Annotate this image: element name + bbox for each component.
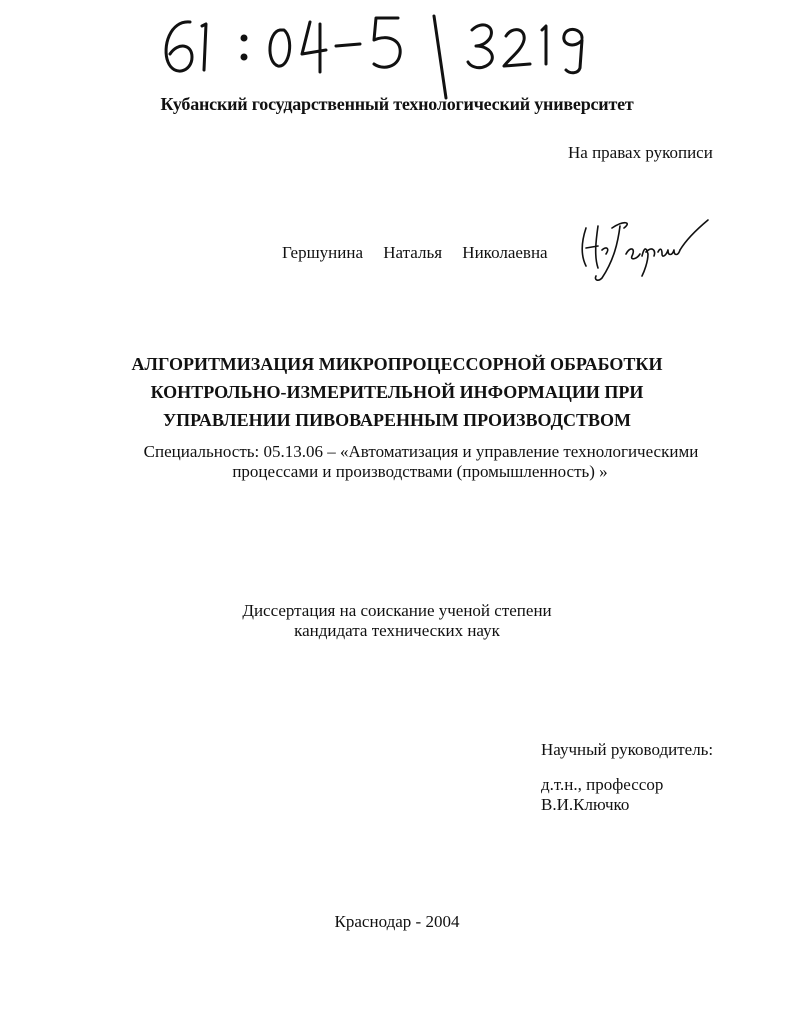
dissertation-line: Диссертация на соискание ученой степени	[242, 601, 552, 620]
title-line: АЛГОРИТМИЗАЦИЯ МИКРОПРОЦЕССОРНОЙ ОБРАБОТКИ	[131, 354, 663, 374]
author-surname: Гершунина	[282, 243, 364, 262]
specialty-line: Специальность: 05.13.06 – «Автоматизация и управление технологическими	[143, 442, 699, 461]
title-line: УПРАВЛЕНИИ ПИВОВАРЕННЫМ ПРОИЗВОДСТВОМ	[162, 410, 632, 430]
advisor-name: В.И.Ключко	[541, 795, 630, 814]
advisor-label: Научный руководитель:	[541, 740, 714, 759]
city-year: Краснодар - 2004	[334, 912, 460, 931]
author-patronymic: Николаевна	[462, 243, 548, 262]
author-signature	[572, 206, 712, 286]
university-name: Кубанский государственный технологический университет	[160, 94, 634, 114]
dissertation-line: кандидата технических наук	[294, 621, 500, 640]
advisor-details	[541, 775, 663, 815]
dissertation-title	[0, 350, 794, 434]
specialty-line: процессами и производствами (промышленность) »	[232, 462, 608, 481]
author-first-name: Наталья	[383, 243, 443, 262]
advisor-degree: д.т.н., профессор	[541, 775, 664, 794]
manuscript-rights-note: На правах рукописи	[568, 143, 713, 162]
handwritten-archive-code	[150, 2, 620, 107]
specialty	[0, 442, 794, 482]
dissertation-degree	[0, 601, 794, 641]
title-line: КОНТРОЛЬНО-ИЗМЕРИТЕЛЬНОЙ ИНФОРМАЦИИ ПРИ	[150, 382, 644, 402]
author-name	[282, 243, 548, 263]
